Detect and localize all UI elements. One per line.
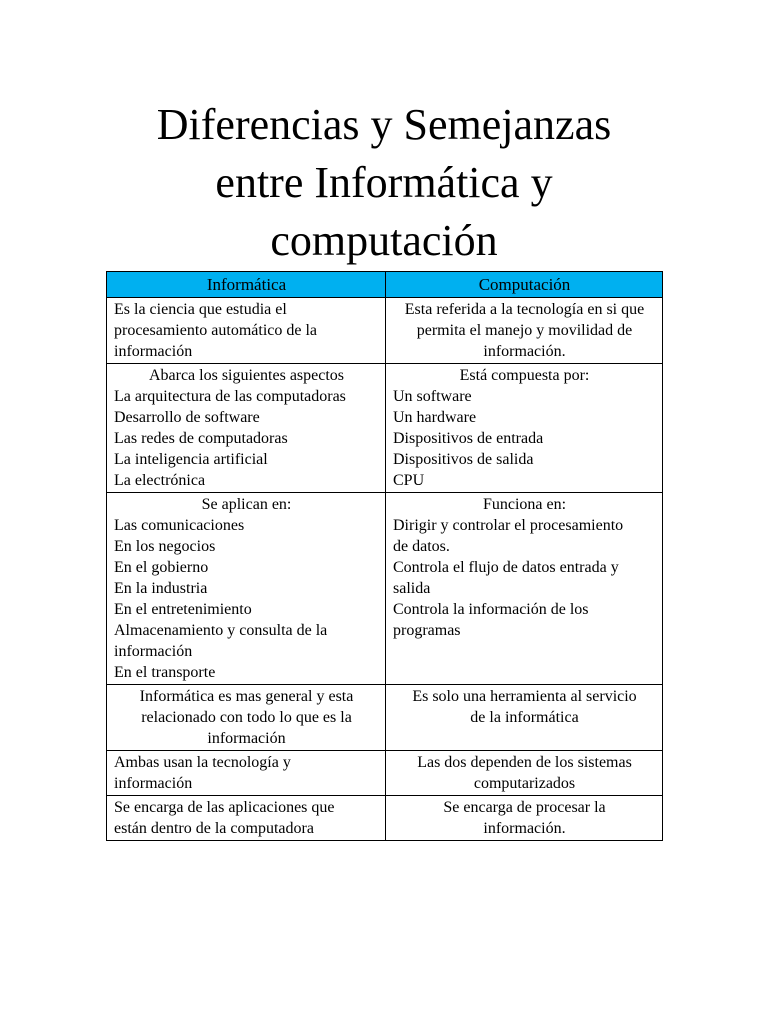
cell-line: Desarrollo de software (114, 409, 260, 426)
cell-line: En el gobierno (114, 559, 209, 576)
cell-line: En el transporte (114, 664, 216, 681)
cell-line: de la informática (470, 709, 579, 726)
cell-line: La electrónica (114, 472, 206, 489)
cell-line: Dispositivos de entrada (393, 430, 544, 447)
cell-line: computarizados (473, 775, 576, 792)
table-row (107, 751, 663, 796)
cell-computacion (386, 364, 663, 493)
cell-line: información (114, 643, 193, 660)
title-line-3: computación (270, 216, 498, 265)
cell-computacion (386, 298, 663, 364)
cell-line: Informática es mas general y esta (139, 688, 354, 705)
cell-informatica (107, 493, 386, 685)
header-informatica: Informática (107, 272, 386, 298)
cell-line: relacionado con todo lo que es la (141, 709, 352, 726)
cell-line: procesamiento automático de la (114, 322, 318, 339)
cell-line: salida (393, 580, 431, 597)
cell-line: información (207, 730, 286, 747)
cell-computacion (386, 751, 663, 796)
table-row (107, 298, 663, 364)
cell-informatica (107, 685, 386, 751)
cell-line: Controla el flujo de datos entrada y (393, 559, 619, 576)
cell-line: En la industria (114, 580, 208, 597)
cell-line: información. (483, 820, 566, 837)
cell-computacion (386, 796, 663, 841)
cell-computacion (386, 685, 663, 751)
cell-line: información (114, 775, 193, 792)
cell-line: En los negocios (114, 538, 216, 555)
page-title (0, 96, 768, 270)
cell-line: Las redes de computadoras (114, 430, 288, 447)
title-line-1: Diferencias y Semejanzas (156, 100, 612, 149)
cell-heading: Funciona en: (482, 496, 567, 513)
cell-line: de datos. (393, 538, 450, 555)
table-row (107, 493, 663, 685)
cell-line: Controla la información de los (393, 601, 589, 618)
cell-line: CPU (393, 472, 425, 489)
cell-informatica (107, 751, 386, 796)
cell-computacion (386, 493, 663, 685)
cell-heading: Abarca los siguientes aspectos (148, 367, 345, 384)
cell-line: Almacenamiento y consulta de la (114, 622, 328, 639)
table-row (107, 685, 663, 751)
table-body (107, 298, 663, 841)
cell-line: Se encarga de procesar la (443, 799, 606, 816)
cell-line: La inteligencia artificial (114, 451, 268, 468)
cell-line: Dispositivos de salida (393, 451, 534, 468)
cell-line: Las comunicaciones (114, 517, 245, 534)
cell-line: programas (393, 622, 461, 639)
cell-line: Es solo una herramienta al servicio (412, 688, 637, 705)
cell-line: información. (483, 343, 566, 360)
cell-line: Se encarga de las aplicaciones que (114, 799, 335, 816)
table-header-row (107, 272, 663, 298)
table-row (107, 364, 663, 493)
cell-line: información (114, 343, 193, 360)
cell-line: La arquitectura de las computadoras (114, 388, 346, 405)
cell-heading: Está compuesta por: (459, 367, 590, 384)
cell-line: están dentro de la computadora (114, 820, 314, 837)
cell-line: Ambas usan la tecnología y (114, 754, 291, 771)
cell-line: Esta referida a la tecnología en si que (404, 301, 645, 318)
cell-informatica (107, 364, 386, 493)
header-computacion: Computación (386, 272, 663, 298)
cell-line: En el entretenimiento (114, 601, 252, 618)
cell-informatica (107, 796, 386, 841)
cell-line: permita el manejo y movilidad de (416, 322, 633, 339)
cell-line: Un software (393, 388, 472, 405)
cell-line: Las dos dependen de los sistemas (417, 754, 632, 771)
comparison-table (106, 271, 663, 841)
cell-line: Es la ciencia que estudia el (114, 301, 287, 318)
cell-line: Dirigir y controlar el procesamiento (393, 517, 624, 534)
cell-line: Un hardware (393, 409, 477, 426)
cell-informatica (107, 298, 386, 364)
cell-heading: Se aplican en: (201, 496, 292, 513)
title-line-2: entre Informática y (215, 158, 553, 207)
table-row (107, 796, 663, 841)
